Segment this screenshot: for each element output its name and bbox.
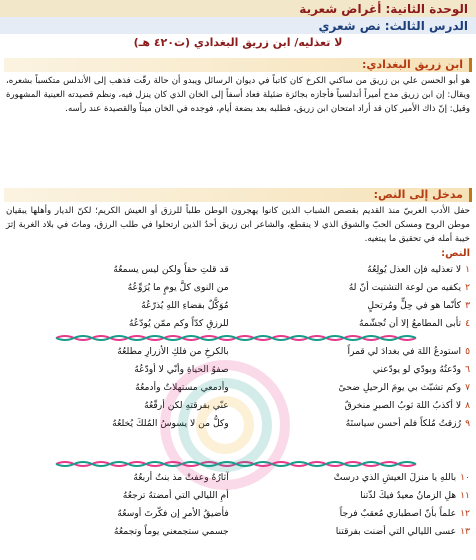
verse-first-hemistich: عسى الليالي التي أضنت بفرقتنا xyxy=(335,526,457,537)
verse-number: ٥ xyxy=(465,346,470,357)
verse-first-hemistich: لا أكذبُ اللهَ ثوبُ الصبرِ منخرقٌ xyxy=(344,400,462,411)
verse-first-hemistich: باللهِ يا منزلَ العيشِ الذي درستْ xyxy=(333,472,457,483)
verse-number: ١٣ xyxy=(460,526,470,537)
verse-first-hemistich: ودّعتُهُ وبودّي لو يودّعني xyxy=(372,364,462,375)
verse-line xyxy=(6,526,470,540)
verse-first-hemistich: تأبى المطامعُ إلا أن تُجشّمهُ xyxy=(358,318,462,329)
verse-first-hemistich: يكفيه من لوعة التشتيت أنّ لهُ xyxy=(348,282,462,293)
verse-number: ٣ xyxy=(465,300,470,311)
verse-number: ٦ xyxy=(465,364,470,375)
verse-number: ٧ xyxy=(465,382,470,393)
verse-second-hemistich: عنّي بفرقتهِ لكن أرقّعُهُ xyxy=(144,400,229,411)
verse-second-hemistich: من النوى كلَّ يومٍ ما يُرَوِّعُهُ xyxy=(127,282,229,293)
verse-first-hemistich: كأنّما هو في حِلٍّ ومُرتحلٍ xyxy=(367,300,462,311)
poet-bio-paragraph: هو أبو الحسن علي بن زريق من ساكني الكرخ كان كاتباً في ديوان الرسائل ويبدو أن حالة رقّت فذهب إلى الأندلس متكسباً بشعره، ويقال: إن ابن زريق مدح أميراً أندلسياً فأجازه بجائزة ضئيلة فعاد أسفاً إلى الخان الذي كان ينزل فيه، ونظم قصيدته العينية المشهورة وقيل: إنّ ذاك الأمير كان قد أراد امتحان ابن زريق، فطلبه بعد بضعة أيام، فوجده في الخان ميتاً والقصيدة عند رأسه. xyxy=(6,76,470,114)
verse-second-hemistich: للرزقِ كدّاً وكم ممّن يُودّعُهُ xyxy=(128,318,229,329)
verse-number: ٢ xyxy=(465,282,470,293)
watermark-logo xyxy=(150,350,300,500)
verse-first-hemistich: وكم تشبّث بي يومَ الرحيلِ ضحىً xyxy=(338,382,462,393)
verse-second-hemistich: بالكرخِ من فلكِ الأزرارِ مطلعُهُ xyxy=(117,346,229,357)
verse-second-hemistich: قد قلتِ حقاً ولكن ليس يسمعُهُ xyxy=(113,264,229,275)
verse-number: ١٠ xyxy=(460,472,470,483)
verse-first-hemistich: رُزقتُ مُلكاً فلم أحسن سياستَهُ xyxy=(345,418,462,429)
verse-line xyxy=(6,300,470,314)
verse-line xyxy=(6,508,470,522)
verse-number: ١١ xyxy=(460,490,470,501)
verse-second-hemistich: وكلُّ من لا يسوسُ المُلكَ يُخلعُهُ xyxy=(112,418,229,429)
verse-second-hemistich: آثارُهُ وعفتْ مذ بنتُ أربعُهُ xyxy=(133,472,229,483)
verse-number: ٩ xyxy=(465,418,470,429)
verse-number: ٨ xyxy=(465,400,470,411)
verse-first-hemistich: استودعُ اللهَ في بغدادَ لي قمراً xyxy=(347,346,462,357)
verse-second-hemistich: صفوُ الحياةِ وأنّي لا أودّعُهُ xyxy=(134,364,229,375)
verse-line xyxy=(6,318,470,332)
lesson-title: الدرس الثالث: نص شعري xyxy=(318,18,468,33)
verse-first-hemistich: علماً بأنّ اصطباري مُعقبٌ فرجاً xyxy=(339,508,457,519)
verse-number: ١ xyxy=(465,264,470,275)
verse-line xyxy=(6,282,470,296)
unit-header xyxy=(0,0,476,17)
unit-title: الوحدة الثانية: أغراض شعرية xyxy=(299,1,468,16)
verse-second-hemistich: جسمي ستجمعني يوماً وتجمعُهُ xyxy=(113,526,229,537)
verse-first-hemistich: هلِ الزمانُ معيدٌ فيكَ لذّتنا xyxy=(360,490,457,501)
poet-section-heading: ابن زريق البغدادي: xyxy=(4,58,472,72)
verse-second-hemistich: فأضيقُ الأمرِ إن فكّرتَ أوسعُهُ xyxy=(117,508,229,519)
intro-paragraph: حفل الأدب العربيّ منذ القديم بقصص الشباب الذين كانوا يهجرون الوطن طلباً للرزق أو العيش الكريم؛ لكنّ الديار وأهلها يبقيان موطن الروح ومسكن الحبّ والشوق الذي لا ينقطع، والشاعر ابن زريق أحدُ الذين ارتحلوا في طلب الرزق، وماتَ في بلاد الغربة إثرَ خيبة أمله في تحقيق ما يبتغيه. xyxy=(6,206,470,244)
verse-second-hemistich: وأدمعي مستهلاتٌ وأدمعُهُ xyxy=(135,382,229,393)
ornament-divider-1 xyxy=(56,334,420,342)
verse-second-hemistich: مُوَكَّلٌ بفضاءِ اللهِ يُذرّعُهُ xyxy=(141,300,229,311)
poem-title: لا تعذليه/ ابن زريق البغدادي (ت٤٢٠ هـ) xyxy=(133,36,343,49)
verse-second-hemistich: أمِ الليالي التي أمضتهُ ترجعُهُ xyxy=(122,490,229,501)
verse-number: ١٢ xyxy=(460,508,470,519)
verse-line xyxy=(6,264,470,278)
verse-number: ٤ xyxy=(465,318,470,329)
intro-section-heading: مدخل إلى النص: xyxy=(4,188,472,202)
poem-label: النص: xyxy=(441,248,470,259)
lesson-header xyxy=(0,17,476,34)
verse-first-hemistich: لا تعذليه فإن العذل يُولِعُهُ xyxy=(367,264,462,275)
